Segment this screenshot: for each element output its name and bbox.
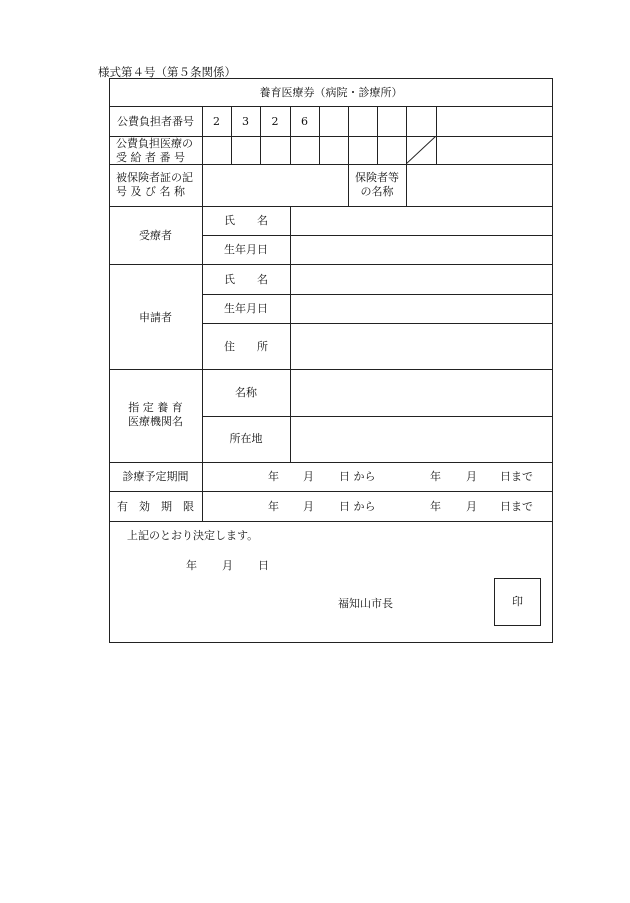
rule [290,206,291,462]
applicant-group-label: 申請者 [139,311,172,324]
validity-label: 有 効 期 限 [117,500,194,513]
payer-digit-3[interactable]: 2 [271,115,279,128]
diagonal-slash [406,136,437,165]
period-day-until: 日まで [500,470,533,483]
institution-group-label [109,401,202,429]
rule [109,106,553,107]
applicant-dob-label: 生年月日 [224,302,268,315]
form-title: 養育医療券（病院・診療所） [259,86,403,99]
recipient-number-label [116,137,193,165]
rule [406,164,407,206]
rule [377,106,378,164]
rule [202,323,553,324]
institution-location-label: 所在地 [229,432,263,445]
form-number: 様式第４号（第５条関係） [98,65,236,79]
insured-cert-label-line2: 号 及 び 名 称 [116,185,185,198]
rule [348,106,349,164]
rule [202,294,553,295]
validity-month: 月 [303,500,314,513]
decision-month: 月 [222,559,233,572]
rule [109,369,553,370]
applicant-name-label: 氏 名 [224,273,268,286]
period-year2: 年 [430,470,441,483]
decision-text: 上記のとおり決定します。 [127,529,259,542]
patient-name-label: 氏 名 [224,214,268,227]
rule [109,491,553,492]
validity-month2: 月 [466,500,477,513]
insurer-label-line1: 保険者等 [355,171,399,184]
issuer-name: 福知山市長 [338,597,393,610]
validity-year2: 年 [430,500,441,513]
institution-name-label: 名称 [235,386,257,399]
validity-year: 年 [268,500,279,513]
period-year: 年 [268,470,279,483]
institution-group-label-line1: 指 定 養 育 [128,401,183,414]
rule [202,416,553,417]
validity-day-until: 日まで [500,500,533,513]
recipient-number-label-line2: 受 給 者 番 号 [116,151,185,164]
institution-group-label-line2: 医療機関名 [128,415,183,428]
rule [109,206,553,207]
rule [109,264,553,265]
insurer-label [348,171,406,199]
decision-day: 日 [258,559,269,572]
rule [319,106,320,164]
payer-digit-4[interactable]: 6 [301,115,308,128]
period-day-from: 日 から [339,470,376,483]
rule [109,521,553,522]
rule [109,462,553,463]
insured-cert-label-line1: 被保険者証の記 [116,171,193,184]
patient-dob-label: 生年月日 [224,243,268,256]
payer-number-label: 公費負担者番号 [117,115,194,128]
period-month: 月 [303,470,314,483]
period-month2: 月 [466,470,477,483]
insurer-label-line2: の名称 [360,185,394,198]
insured-cert-label [116,171,193,199]
payer-digit-2[interactable]: 3 [242,115,249,128]
patient-group-label: 受療者 [139,229,172,242]
recipient-number-label-line1: 公費負担医療の [116,137,193,150]
treatment-period-label: 診療予定期間 [122,470,189,483]
decision-year: 年 [186,559,197,572]
rule [202,235,553,236]
seal-mark: 印 [512,595,523,608]
validity-day-from: 日 から [339,500,376,513]
payer-digit-1[interactable]: 2 [213,115,220,128]
applicant-address-label: 住 所 [224,340,268,353]
